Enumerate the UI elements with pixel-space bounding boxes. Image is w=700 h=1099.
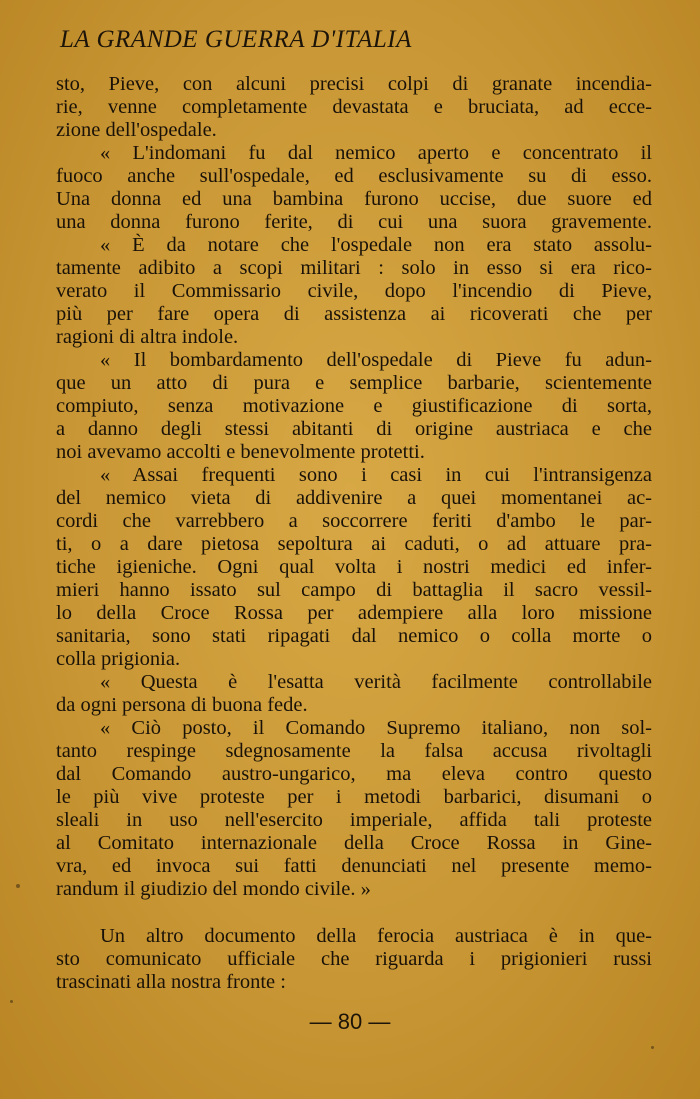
text-line: al Comitato internazionale della Croce Rossa in Gine- [56,832,652,854]
text-line: le più vive proteste per i metodi barbarici, disumani o [56,786,652,808]
text-line: tamente adibito a scopi militari : solo in esso si era rico- [56,257,652,279]
paragraph [56,671,652,717]
text-line: mieri hanno issato sul campo di battaglia il sacro vessil- [56,579,652,601]
paragraph [56,925,652,994]
paragraph [56,234,652,349]
text-line: tiche igieniche. Ogni qual volta i nostri medici ed infer- [56,556,652,578]
paragraph [56,349,652,464]
text-line: più per fare opera di assistenza ai ricoverati che per [56,303,652,325]
text-line: sanitaria, sono stati ripagati dal nemico o colla morte o [56,625,652,647]
paragraph [56,73,652,142]
text-line: verato il Commissario civile, dopo l'incendio di Pieve, [56,280,652,302]
text-line: « Questa è l'esatta verità facilmente controllabile [100,671,652,693]
text-line: sto, Pieve, con alcuni precisi colpi di granate incendia- [56,73,652,95]
text-line: una donna furono ferite, di cui una suora gravemente. [56,211,652,233]
text-line: noi avevamo accolti e benevolmente protetti. [56,441,425,463]
text-line: zione dell'ospedale. [56,119,217,141]
text-line: « L'indomani fu dal nemico aperto e concentrato il [100,142,652,164]
text-line: compiuto, senza motivazione e giustificazione di sorta, [56,395,652,417]
paragraph [56,717,652,901]
paragraph [56,142,652,234]
running-head: LA GRANDE GUERRA D'ITALIA [60,26,412,53]
text-line: Un altro documento della ferocia austriaca è in que- [100,925,652,947]
text-line: cordi che varrebbero a soccorrere feriti d'ambo le par- [56,510,652,532]
text-line: « Il bombardamento dell'ospedale di Pieve fu adun- [100,349,652,371]
paragraph-gap [56,901,652,925]
paper-speck [651,1046,654,1049]
text-line: que un atto di pura e semplice barbarie, scientemente [56,372,652,394]
text-line: rie, venne completamente devastata e bruciata, ad ecce- [56,96,652,118]
page-number: — 80 — [309,1009,391,1034]
text-line: Una donna ed una bambina furono uccise, due suore ed [56,188,652,210]
text-line: « Ciò posto, il Comando Supremo italiano, non sol- [100,717,652,739]
text-line: a danno degli stessi abitanti di origine austriaca e che [56,418,652,440]
text-line: « Assai frequenti sono i casi in cui l'intransigenza [100,464,652,486]
text-line: randum il giudizio del mondo civile. » [56,878,371,900]
text-line: « È da notare che l'ospedale non era stato assolu- [100,234,652,256]
text-line: sleali in uso nell'esercito imperiale, affida tali proteste [56,809,652,831]
text-line: trascinati alla nostra fronte : [56,971,286,993]
text-line: lo della Croce Rossa per adempiere alla loro missione [56,602,652,624]
text-line: colla prigionia. [56,648,181,670]
text-line: da ogni persona di buona fede. [56,694,308,716]
body-text [56,73,652,994]
text-line: ragioni di altra indole. [56,326,239,348]
text-line: tanto respinge sdegnosamente la falsa accusa rivoltagli [56,740,652,762]
text-line: ti, o a dare pietosa sepoltura ai caduti, o ad attuare pra- [56,533,652,555]
text-line: vra, ed invoca sui fatti denunciati nel presente memo- [56,855,652,877]
paper-speck [10,1000,13,1003]
paper-speck [16,884,20,888]
text-line: fuoco anche sull'ospedale, ed esclusivamente su di esso. [56,165,652,187]
text-line: dal Comando austro-ungarico, ma eleva contro questo [56,763,652,785]
text-line: sto comunicato ufficiale che riguarda i prigionieri russi [56,948,652,970]
text-line: del nemico vieta di addivenire a quei momentanei ac- [56,487,652,509]
paragraph [56,464,652,671]
